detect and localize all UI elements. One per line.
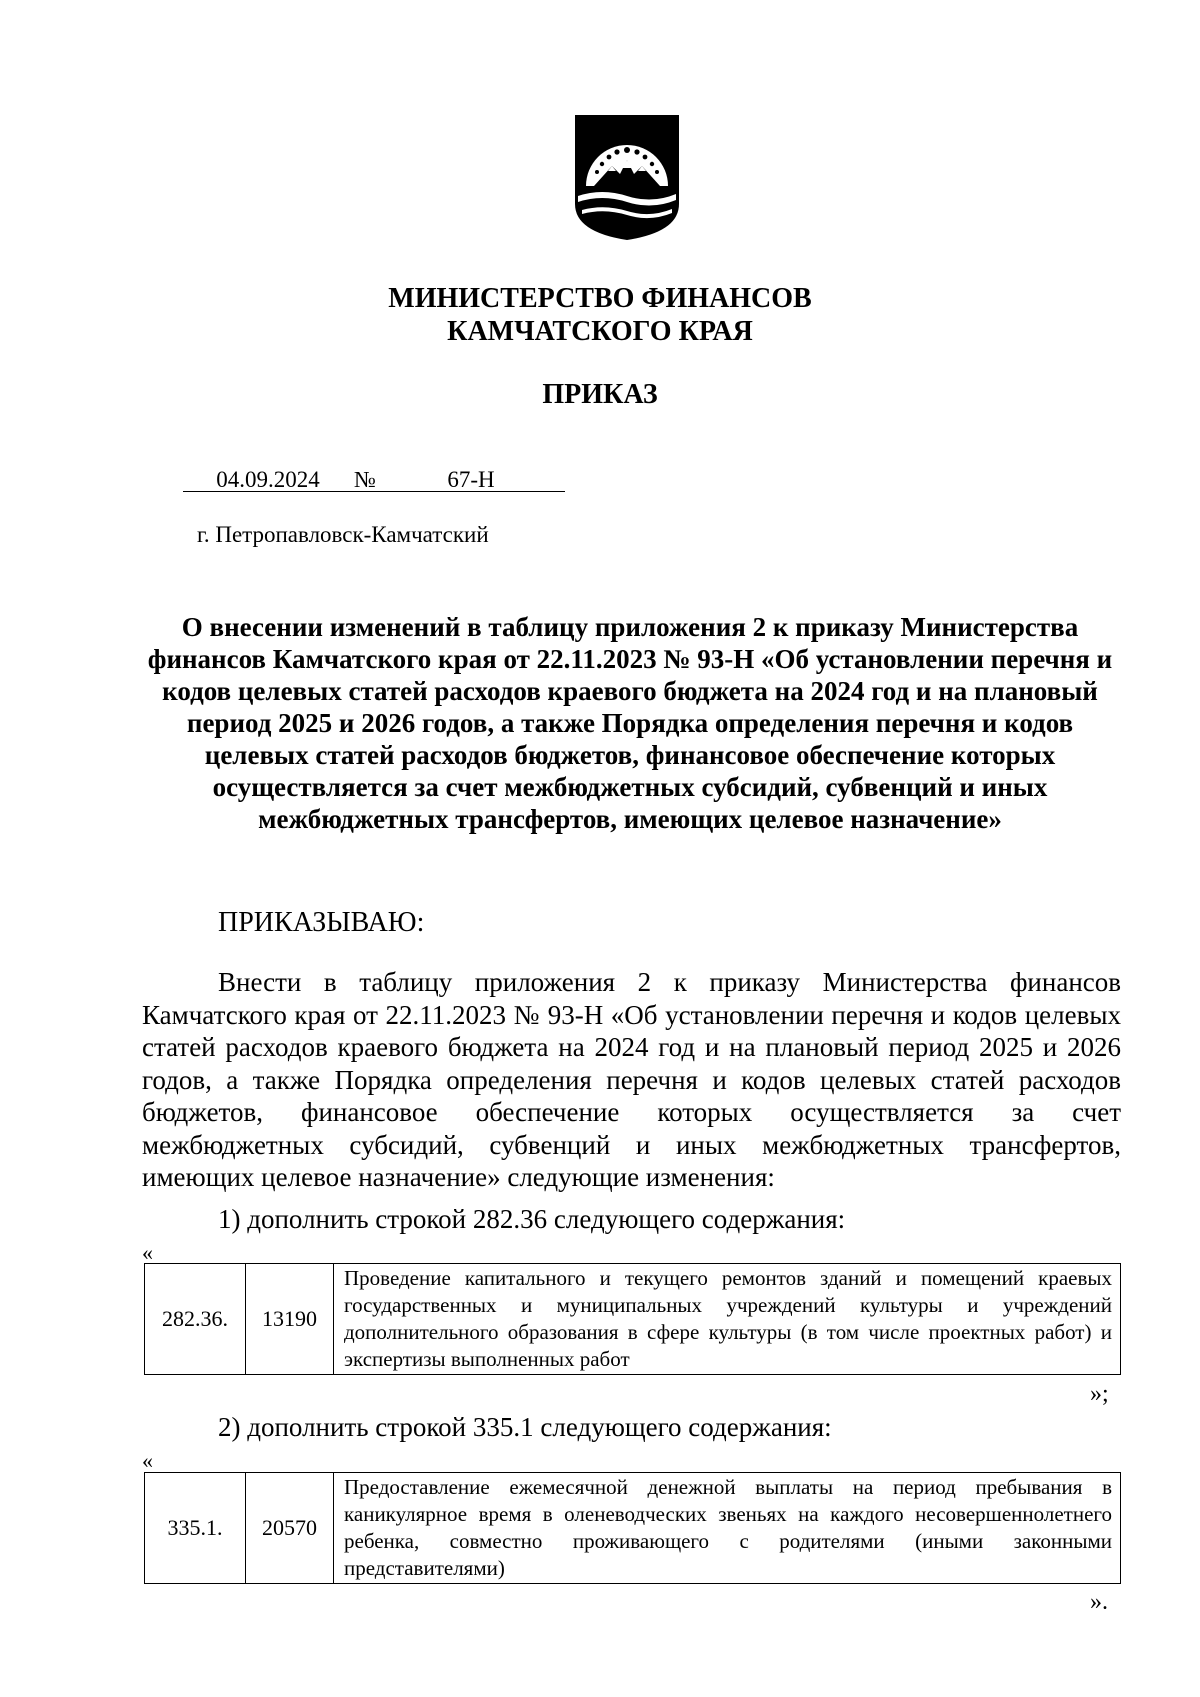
amendment-2-open-quote: «	[142, 1448, 153, 1473]
row-code: 13190	[246, 1264, 334, 1375]
order-subject: О внесении изменений в таблицу приложения 2 к приказу Министерства финансов Камчатского края от 22.11.2023 № 93-Н «Об установлении перечня и кодов целевых статей расходов краевого бюджета на 2024 год и на плановый период 2025 и 2026 годов, а также Порядка определения перечня и кодов целевых статей расходов бюджетов, финансовое обеспечение которых осуществляется за счет межбюджетных субсидий, субвенций и иных межбюджетных трансфертов, имеющих целевое назначение»	[147, 612, 1113, 834]
order-date: 04.09.2024	[183, 468, 353, 492]
row-number: 335.1.	[145, 1473, 246, 1584]
document-type: ПРИКАЗ	[542, 379, 658, 410]
amendment-1-close-quote: »;	[1090, 1381, 1109, 1407]
number-sign: №	[354, 467, 376, 492]
ministry-line-1: МИНИСТЕРСТВО ФИНАНСОВ	[388, 283, 812, 314]
coat-of-arms-icon	[572, 112, 682, 242]
body-paragraph: Внести в таблицу приложения 2 к приказу Министерства финансов Камчатского края от 22.11.2023 № 93-Н «Об установлении перечня и кодов целевых статей расходов краевого бюджета на 2024 год и на плановый период 2025 и 2026 годов, а также Порядка определения перечня и кодов целевых статей расходов бюджетов, финансовое обеспечение которых осуществляется за счет межбюджетных субсидий, субвенций и иных межбюджетных трансфертов, имеющих целевое назначение» следующие изменения:	[142, 967, 1121, 1192]
amendment-2-table	[144, 1472, 1121, 1584]
row-code: 20570	[246, 1473, 334, 1584]
amendment-1-open-quote: «	[142, 1240, 153, 1265]
amendment-2-instruction: 2) дополнить строкой 335.1 следующего содержания:	[218, 1412, 832, 1442]
city: г. Петропавловск-Камчатский	[197, 522, 489, 547]
order-word: ПРИКАЗЫВАЮ:	[218, 907, 425, 938]
amendment-1-instruction: 1) дополнить строкой 282.36 следующего содержания:	[218, 1204, 846, 1234]
table-row	[145, 1473, 1121, 1584]
row-description: Проведение капитального и текущего ремонтов зданий и помещений краевых государственных и муниципальных учреждений культуры и учреждений дополнительного образования в сфере культуры (в том числе проектных работ) и экспертизы выполненных работ	[334, 1264, 1121, 1375]
order-number: 67-Н	[377, 468, 565, 492]
registration-line	[183, 466, 565, 494]
row-description: Предоставление ежемесячной денежной выплаты на период пребывания в каникулярное время в оленеводческих звеньях на каждого несовершеннолетнего ребенка, совместно проживающего с родителями (иными законными представителями)	[334, 1473, 1121, 1584]
row-number: 282.36.	[145, 1264, 246, 1375]
amendment-1-table	[144, 1263, 1121, 1375]
amendment-2-close-quote: ».	[1090, 1589, 1108, 1615]
ministry-line-2: КАМЧАТСКОГО КРАЯ	[447, 316, 753, 347]
ministry-name	[0, 282, 1200, 348]
table-row	[145, 1264, 1121, 1375]
